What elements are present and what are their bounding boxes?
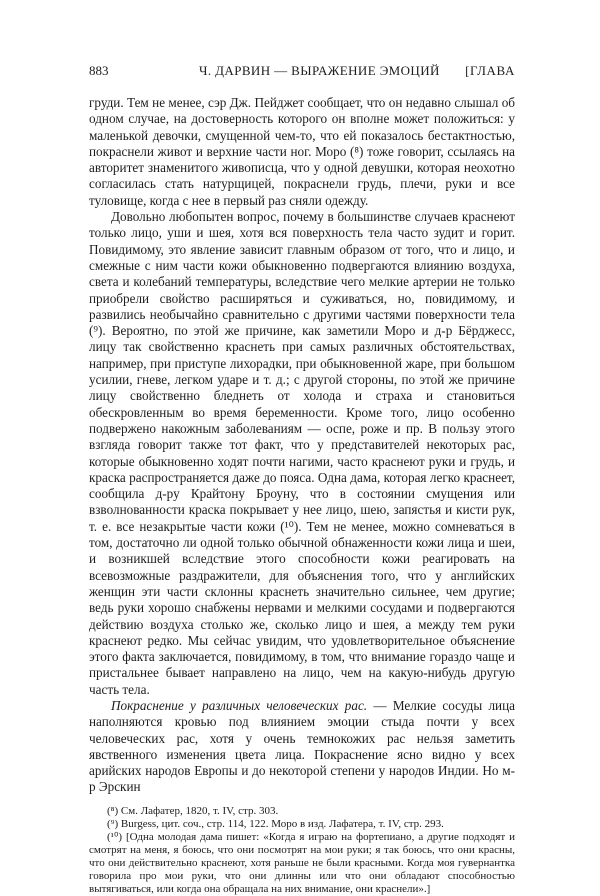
footnote-9: (⁹) Burgess, цит. соч., стр. 114, 122. Моро в изд. Лафатера, т. IV, стр. 293. [107,817,444,830]
running-header [89,63,515,79]
section-text: — Мелкие сосуды лица наполняются кровью под влиянием эмоции стыда почти у всех человеческих рас, хотя у очень темнокожих рас нельзя заметить явственного изменения цвета лица. Покраснение ясно видно у всех арийских народов Европы и до некоторой степени у народов Индии. Но м-р Эрскин [89,697,515,795]
footnotes [89,805,515,896]
paragraph-2: Довольно любопытен вопрос, почему в большинстве случаев краснеют только лицо, уши и шея, хотя вся поверхность тела часто зудит и горит. Повидимому, это явление зависит главным образом от того, что и лицо, и смежные с ним части кожи обыкновенно подвергаются влиянию воздуха, света и колебаний температуры, вследствие чего мелкие артерии не только приобрели свойство расширяться и суживаться, но, повидимому, и развились необычайно сравнительно с другими частями поверхности тела (⁹). Вероятно, по этой же причине, как заметили Моро и д-р Бёрджесс, лицу так свойственно краснеть при самых различных обстоятельствах, например, при приступе лихорадки, при обыкновенной жаре, при большом усилии, гневе, легком ударе и т. д.; с другой стороны, по этой же причине лицу свойственно бледнеть от холода и страха и становиться обескровленным во время беременности. Кроме того, лицо особенно подвержено накожным заболеваниям — оспе, роже и пр. В пользу этого взгляда говорит также тот факт, что у представителей некоторых рас, которые обыкновенно ходят почти нагими, часто краснеют руки и грудь, и краска распространяется даже до пояса. Одна дама, которая легко краснеет, сообщила д-ру Крайтону Броуну, что в состоянии смущения или взволнованности краска покрывает у нее лицо, шею, запястья и кисти рук, т. е. все незакрытые части кожи (¹⁰). Тем не менее, можно сомневаться в том, достаточно ли одной только обычной обнаженности кожи лица и шеи, и возникшей вследствие этого способности кожи реагировать на всевозможные раздражители, для объяснения того, что у английских женщин эти части склонны краснеть значительно сильнее, чем другие; ведь руки хорошо снабжены нервами и мелкими сосудами и подвергаются действию воздуха столько же, сколько лицо и шея, а между тем руки краснеют редко. Мы сейчас увидим, что удовлетворительное объяснение этого факта заключается, повидимому, в том, что внимание гораздо чаще и пристальнее бывает направлено на лицо, чем на какую-нибудь другую часть тела. [89,209,515,697]
section-paragraph [89,698,515,796]
page-number: 883 [89,63,109,78]
section-title: Покраснение у различных человеческих рас. [111,697,368,713]
running-title: Ч. ДАРВИН — ВЫРАЖЕНИЕ ЭМОЦИЙ [199,63,440,78]
chapter-mark: [ГЛАВА [465,63,515,78]
footnote-8: (⁸) См. Лафатер, 1820, т. IV, стр. 303. [107,804,279,817]
footnote-10: (¹⁰) [Одна молодая дама пишет: «Когда я играю на фортепиано, а другие подходят и смотрят на меня, я боюсь, что они посмотрят на мои руки; я так боюсь, что они красны, что они действительно краснеют, хотя раньше не были красными. Когда моя гувернантка говорила про мои руки, что они длинны или что они обладают способностью вытягиваться, или когда она обращала на них внимание, они краснели».] [89,830,515,895]
paragraph-1: груди. Тем не менее, сэр Дж. Пейджет сообщает, что он недавно слышал об одном случае, на достоверность которого он вполне может положиться: у маленькой девочки, смущенной чем-то, что ей показалось бестактностью, покраснели живот и верхние части ног. Моро (⁸) тоже говорит, ссылаясь на авторитет знаменитого живописца, что у одной девушки, которая неохотно согласилась стать натурщицей, покраснели грудь, плечи, руки и все туловище, когда с нее в первый раз сняли одежду. [89,95,515,208]
page-body [89,95,515,895]
